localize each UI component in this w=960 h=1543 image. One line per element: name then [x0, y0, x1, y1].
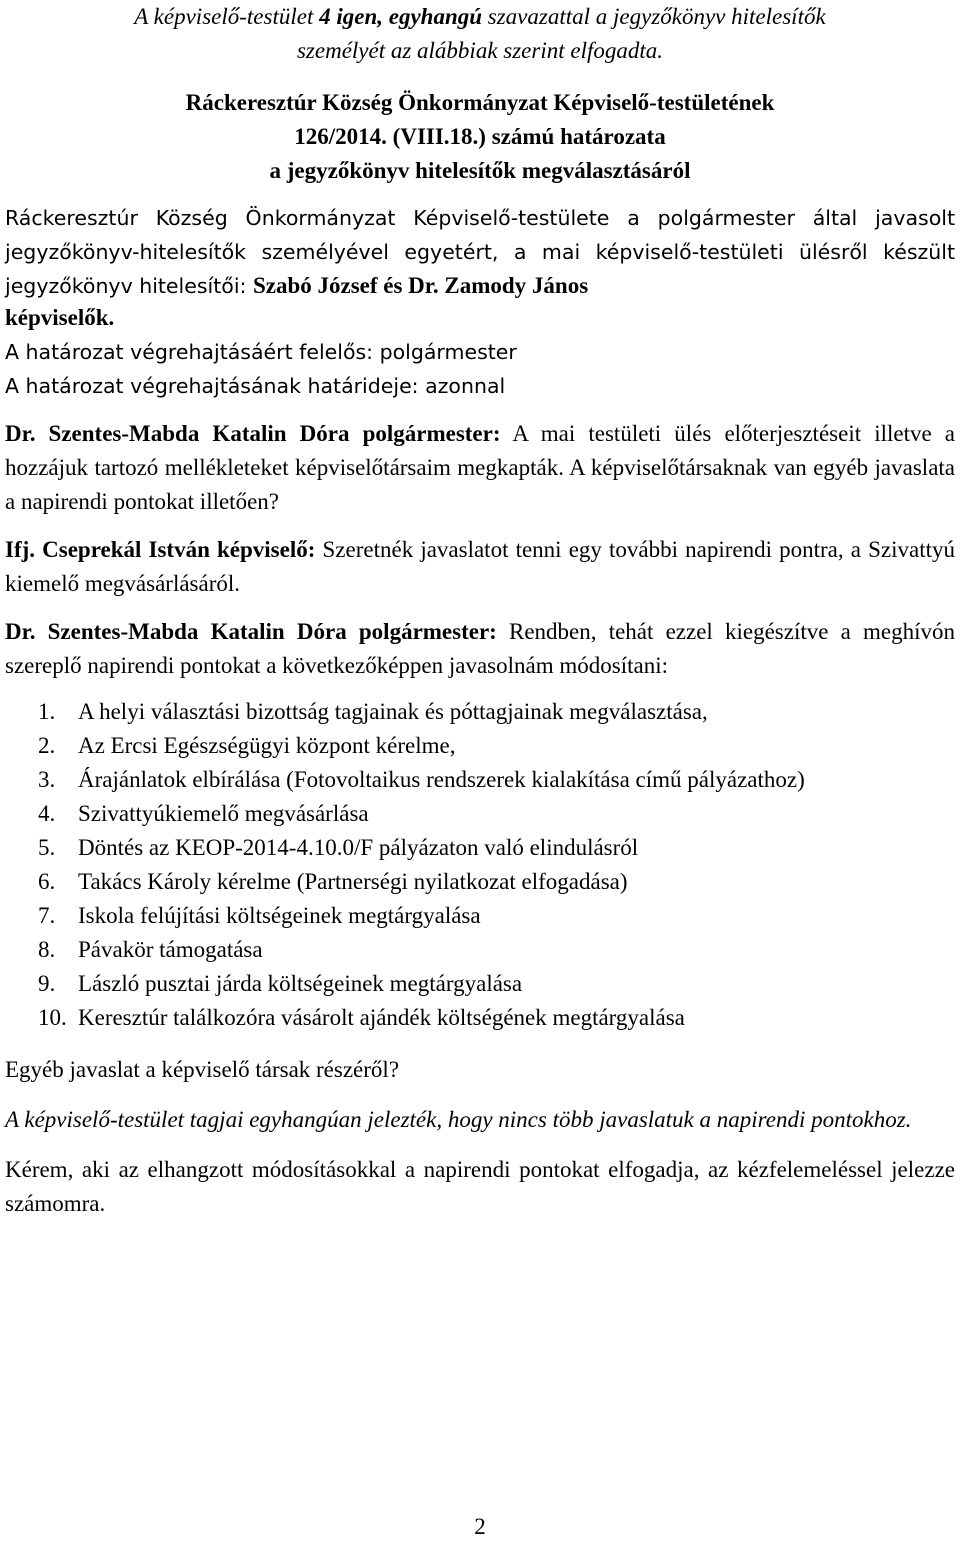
mayor-statement-2	[5, 615, 955, 683]
representative-statement-text: Szeretnék javaslatot tenni egy további napirendi pontra, a Szivattyú kiemelő megvásárlásáról.	[5, 537, 955, 596]
resolution-deadline: A határozat végrehajtásának határideje: azonnal	[5, 374, 506, 398]
list-item	[5, 763, 955, 797]
vote-request: Kérem, aki az elhangzott módosításokkal a napirendi pontokat elfogadja, az kézfelemeléssel jelezze számomra.	[5, 1157, 955, 1216]
list-item	[5, 933, 955, 967]
list-item-text: László pusztai járda költségeinek megtárgyalása	[78, 971, 523, 996]
resolution-responsible: A határozat végrehajtásáért felelős: polgármester	[5, 340, 517, 364]
list-item-number: 3.	[38, 767, 56, 792]
vote-intro	[5, 0, 955, 68]
mayor-statement-1	[5, 417, 955, 519]
resolution-title-line1: Ráckeresztúr Község Önkormányzat Képviselő-testületének	[185, 90, 775, 115]
resolution-signers: Szabó József és Dr. Zamody János	[252, 273, 589, 298]
vote-intro-count: 4 igen, egyhangú	[319, 4, 483, 29]
list-item-text: Pávakör támogatása	[78, 937, 263, 962]
resolution-heading	[5, 86, 955, 188]
vote-intro-line2: személyét az alábbiak szerint elfogadta.	[296, 38, 664, 63]
list-item-number: 10.	[38, 1005, 67, 1030]
resolution-body	[5, 201, 955, 303]
document-page	[5, 0, 955, 1221]
mayor-statement-2-text: Rendben, tehát ezzel kiegészítve a meghívón szereplő napirendi pontokat a következőképpen javasolnám módosítani:	[5, 619, 955, 678]
list-item	[5, 831, 955, 865]
list-item	[5, 729, 955, 763]
vote-intro-text-a: A képviselő-testület	[134, 4, 320, 29]
list-item	[5, 695, 955, 729]
agenda-list	[5, 695, 955, 1035]
resolution-body-text: Ráckeresztúr Község Önkormányzat Képviselő-testülete a polgármester által javasolt jegyzőkönyv-hitelesítők személyével egyetért, a mai képviselő-testületi ülésről készült jegyzőkönyv hitelesítői:	[5, 206, 955, 298]
list-item	[5, 1001, 955, 1035]
list-item-number: 2.	[38, 733, 56, 758]
list-item	[5, 865, 955, 899]
list-item-number: 1.	[38, 699, 56, 724]
list-item-text: Keresztúr találkozóra vásárolt ajándék költségének megtárgyalása	[78, 1005, 685, 1030]
representative-statement	[5, 533, 955, 601]
page-number: 2	[474, 1514, 486, 1539]
speaker-mayor-1: Dr. Szentes-Mabda Katalin Dóra polgármester:	[5, 421, 501, 446]
list-item	[5, 899, 955, 933]
speaker-mayor-2: Dr. Szentes-Mabda Katalin Dóra polgármester:	[5, 619, 497, 644]
list-item-text: Takács Károly kérelme (Partnerségi nyilatkozat elfogadása)	[78, 869, 628, 894]
resolution-title-line3: a jegyzőkönyv hitelesítők megválasztásáról	[269, 158, 691, 183]
list-item-number: 9.	[38, 971, 56, 996]
list-item-number: 4.	[38, 801, 56, 826]
list-item-number: 5.	[38, 835, 56, 860]
list-item-text: A helyi választási bizottság tagjainak és póttagjainak megválasztása,	[78, 699, 708, 724]
list-item	[5, 797, 955, 831]
list-item-text: Iskola felújítási költségeinek megtárgyalása	[78, 903, 481, 928]
list-item	[5, 967, 955, 1001]
list-item-number: 6.	[38, 869, 56, 894]
vote-intro-text-c: szavazattal a jegyzőkönyv hitelesítők	[482, 4, 826, 29]
list-item-text: Döntés az KEOP-2014-4.10.0/F pályázaton való elindulásról	[78, 835, 639, 860]
list-item-text: Szivattyúkiemelő megvásárlása	[78, 801, 369, 826]
agenda-question: Egyéb javaslat a képviselő társak részéről?	[5, 1057, 400, 1082]
list-item-number: 8.	[38, 937, 56, 962]
list-item-text: Árajánlatok elbírálása (Fotovoltaikus rendszerek kialakítása című pályázathoz)	[78, 767, 805, 792]
speaker-representative: Ifj. Cseprekál István képviselő:	[5, 537, 316, 562]
council-statement: A képviselő-testület tagjai egyhangúan jelezték, hogy nincs több javaslatuk a napirendi pontokhoz.	[5, 1107, 912, 1132]
resolution-signers-tail: képviselők.	[5, 305, 115, 330]
resolution-title-line2: 126/2014. (VIII.18.) számú határozata	[294, 124, 666, 149]
list-item-text: Az Ercsi Egészségügyi központ kérelme,	[78, 733, 456, 758]
mayor-statement-1-text: A mai testületi ülés előterjesztéseit illetve a hozzájuk tartozó mellékleteket képviselőtársaim megkapták. A képviselőtársaknak van egyéb javaslata a napirendi pontokat illetően?	[5, 421, 955, 514]
list-item-number: 7.	[38, 903, 56, 928]
